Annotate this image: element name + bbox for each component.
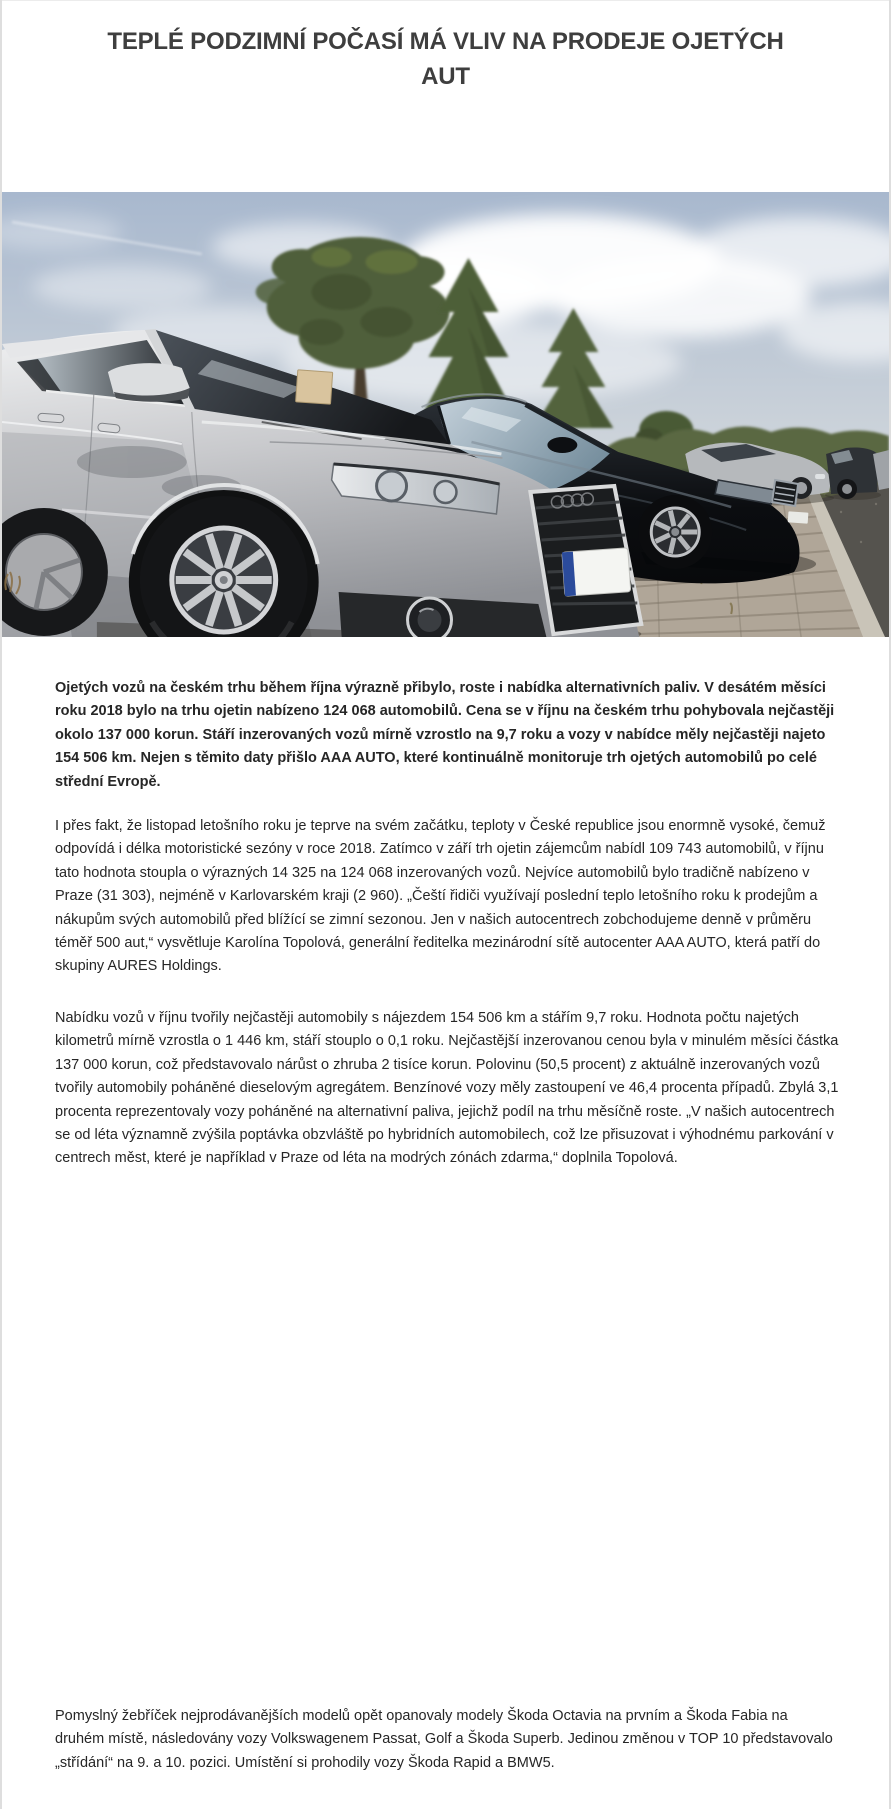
black-car-plate (788, 511, 809, 523)
windshield-paper-note (296, 370, 333, 404)
silver-car-plate (562, 548, 631, 596)
lead-paragraph: Ojetých vozů na českém trhu během října výrazně přibylo, roste i nabídka alternativních paliv. V desátém měsíci roku 2018 bylo na trhu ojetin nabízeno 124 068 automobilů. Cena se v říjnu na českém trhu pohybovala nejčastěji okolo 137 000 korun. Stáří inzerovaných vozů mírně vzrostlo na 9,7 roku a vozy v nabídce měly nejčastěji najeto 154 506 km. Nejen s těmito daty přišlo AAA AUTO, které kontinuálně monitoruje trh ojetých automobilů po celé střední Evropě. (55, 680, 835, 790)
silver-car-mirror (108, 363, 190, 402)
paragraph-october-market: I přes fakt, že listopad letošního roku je teprve na svém začátku, teploty v České republice jsou enormně vysoké, čemuž odpovídá i délka motoristické sezóny v roce 2018. Zatímco v září trh ojetin zájemcům nabídl 109 743 automobilů, v říjnu tato hodnota stoupla o výrazných 14 325 na 124 068 inzerovaných vozů. Nejvíce automobilů bylo tradičně nabízeno v Praze (31 303), nejméně v Karlovarském kraji (2 960). „Čeští řidiči využívají poslední teplo letošního roku k prodejům a nákupům svých automobilů před blížící se zimní sezonou. Jen v našich autocentrech zobchodujeme denně v průměru téměř 500 aut,“ vysvětluje Karolína Topolová, generální ředitelka mezinárodní sítě autocenter AAA AUTO, která patří do skupiny AURES Holdings. (55, 818, 826, 975)
page-title (0, 24, 891, 94)
black-car-grille (772, 480, 798, 506)
page-title-text: TEPLÉ PODZIMNÍ POČASÍ MÁ VLIV NA PRODEJE OJETÝCH AUT (107, 28, 784, 90)
hero-photo-illustration (2, 192, 889, 637)
hero-photo (2, 192, 889, 637)
paragraph-mileage-fuel: Nabídku vozů v říjnu tvořily nejčastěji automobily s nájezdem 154 506 km a stářím 9,7 roku. Hodnota počtu najetých kilometrů mírně vzrostla o 1 446 km, stáří stouplo o 0,1 roku. Nejčastější inzerovanou cenou byla v minulém měsíci částka 137 000 korun, což představovalo nárůst o zhruba 2 tisíce korun. Polovinu (50,5 procent) z aktuálně inzerovaných vozů tvořily automobily poháněné dieselovým agregátem. Benzínové vozy měly zastoupení ve 46,4 procenta případů. Zbylá 3,1 procenta reprezentovaly vozy poháněné na alternativní paliva, jejichž podíl na trhu měsíčně roste. „V našich autocentrech se od léta významně zvýšila poptávka obzvláště po hybridních automobilech, což lze přisuzovat i výhodnému parkování v centrech měst, které je například v Praze od léta na modrých zónách zdarma,“ doplnila Topolová. (55, 1010, 839, 1167)
black-car-front-wheel (638, 495, 712, 569)
page-top-border (0, 0, 891, 1)
black-car-mirror (547, 437, 577, 453)
paragraph-top-models: Pomyslný žebříček nejprodávanějších modelů opět opanovaly modely Škoda Octavia na prvním a Škoda Fabia na druhém místě, následovány vozy Volkswagenem Passat, Golf a Škoda Superb. Jedinou změnou v TOP 10 představovalo „střídání“ na 9. a 10. pozici. Umístění si prohodily vozy Škoda Rapid a BMW5. (55, 1708, 833, 1771)
distant-dark-car (826, 447, 879, 499)
